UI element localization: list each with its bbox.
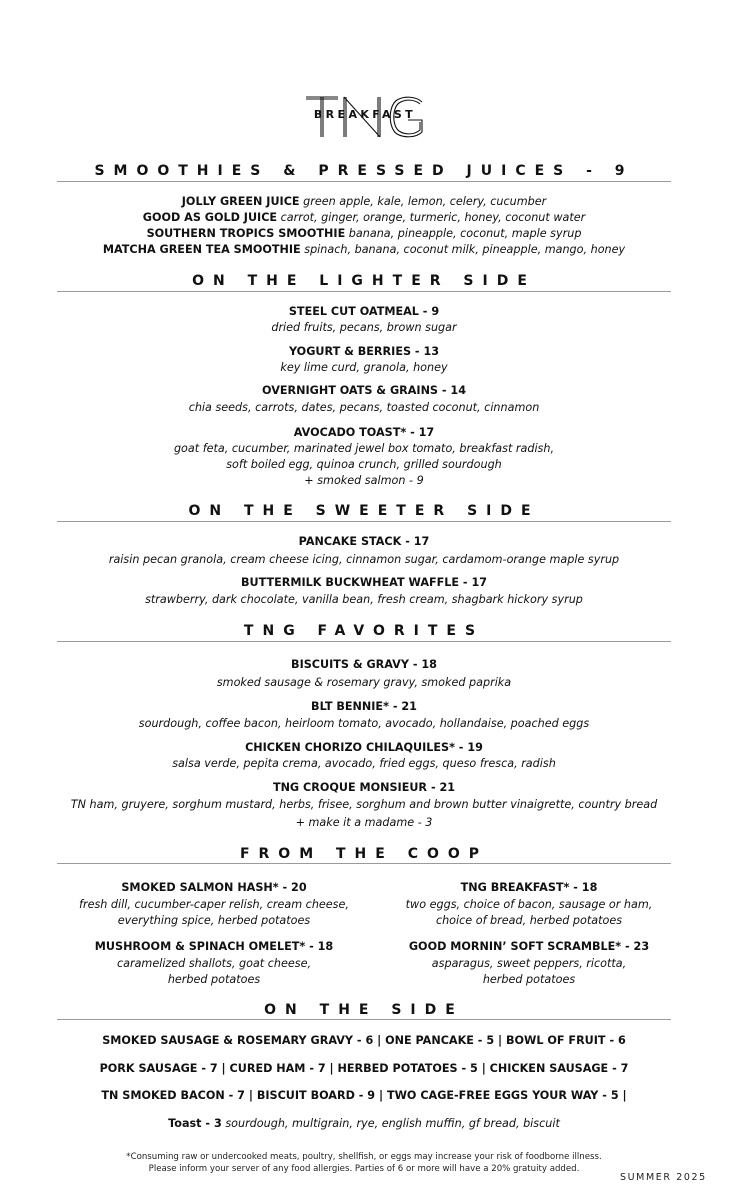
item-description: herbed potatoes — [482, 973, 576, 986]
menu-item-jolly-green — [57, 194, 671, 210]
coop-item-tng-breakfast — [379, 880, 679, 929]
item-description-avocado-toast-2: soft boiled egg, quinoa crunch, grilled sourdough — [226, 458, 502, 471]
footer-disclaimer-1: *Consuming raw or undercooked meats, poultry, shellfish, or eggs may increase your risk of foodborne illness. — [126, 1152, 602, 1162]
item-description: banana, pineapple, coconut, maple syrup — [348, 227, 582, 240]
item-description: green apple, kale, lemon, celery, cucumber — [303, 195, 547, 208]
item-name-avocado-toast: AVOCADO TOAST* - 17 — [293, 426, 435, 439]
item-description-oatmeal: dried fruits, pecans, brown sugar — [271, 321, 457, 334]
item-name-biscuits-gravy: BISCUITS & GRAVY - 18 — [291, 658, 437, 671]
item-name: GOOD MORNIN’ SOFT SCRAMBLE* - 23 — [408, 940, 650, 953]
section-title-smoothies: SMOOTHIES & PRESSED JUICES - 9 — [94, 163, 634, 179]
item-name-chilaquiles: CHICKEN CHORIZO CHILAQUILES* - 19 — [245, 741, 483, 754]
section-divider — [57, 521, 671, 522]
item-description-croque-monsieur: TN ham, gruyere, sorghum mustard, herbs, frisee, sorghum and brown butter vinaigrette, country bread — [70, 798, 658, 811]
item-description: choice of bread, herbed potatoes — [435, 914, 623, 927]
section-divider — [57, 1019, 671, 1020]
coop-item-omelet — [64, 939, 364, 988]
item-description: two eggs, choice of bacon, sausage or ham, — [405, 898, 653, 911]
item-description: everything spice, herbed potatoes — [117, 914, 311, 927]
item-description: caramelized shallots, goat cheese, — [116, 957, 312, 970]
footer-disclaimer-2: Please inform your server of any food allergies. Parties of 6 or more will have a 20% gratuity added. — [148, 1164, 580, 1174]
item-description-avocado-toast: goat feta, cucumber, marinated jewel box tomato, breakfast radish, — [173, 442, 555, 455]
section-title-favorites: TNG FAVORITES — [243, 623, 485, 639]
section-divider — [57, 641, 671, 642]
section-divider — [57, 863, 671, 864]
menu-item-good-as-gold — [57, 210, 671, 226]
item-description: spinach, banana, coconut milk, pineapple, mango, honey — [304, 243, 626, 256]
item-description-chilaquiles: salsa verde, pepita crema, avocado, fried eggs, queso fresca, radish — [172, 757, 556, 770]
item-addon-smoked-salmon: + smoked salmon - 9 — [304, 474, 424, 487]
tng-breakfast-logo — [300, 94, 430, 138]
logo-wordmark: BREAKFAST — [313, 108, 417, 121]
item-description: sourdough, multigrain, rye, english muffin, gf bread, biscuit — [225, 1117, 560, 1130]
coop-item-salmon-hash — [64, 880, 364, 929]
item-name: SOUTHERN TROPICS SMOOTHIE — [146, 227, 346, 240]
section-title-lighter: ON THE LIGHTER SIDE — [192, 273, 536, 289]
item-name-croque-monsieur: TNG CROQUE MONSIEUR - 21 — [272, 781, 456, 794]
item-addon-madame: + make it a madame - 3 — [295, 816, 433, 829]
section-divider — [57, 291, 671, 292]
item-name-waffle: BUTTERMILK BUCKWHEAT WAFFLE - 17 — [240, 576, 488, 589]
item-name: MUSHROOM & SPINACH OMELET* - 18 — [94, 940, 334, 953]
menu-item-southern-tropics — [57, 226, 671, 242]
item-name: MATCHA GREEN TEA SMOOTHIE — [102, 243, 301, 256]
side-items-line-3: TN SMOKED BACON - 7 | BISCUIT BOARD - 9 | TWO CAGE-FREE EGGS YOUR WAY - 5 | — [101, 1089, 627, 1102]
item-name-pancake-stack: PANCAKE STACK - 17 — [298, 535, 430, 548]
item-name: SMOKED SALMON HASH* - 20 — [121, 881, 307, 894]
item-name: JOLLY GREEN JUICE — [181, 195, 300, 208]
side-items-line-2: PORK SAUSAGE - 7 | CURED HAM - 7 | HERBED POTATOES - 5 | CHICKEN SAUSAGE - 7 — [99, 1062, 629, 1075]
section-divider — [57, 181, 671, 182]
section-title-coop: FROM THE COOP — [239, 846, 489, 862]
menu-item-matcha — [57, 242, 671, 258]
item-description: carrot, ginger, orange, turmeric, honey, coconut water — [280, 211, 586, 224]
section-title-sweeter: ON THE SWEETER SIDE — [188, 503, 540, 519]
item-name: GOOD AS GOLD JUICE — [142, 211, 278, 224]
item-name: TNG BREAKFAST* - 18 — [460, 881, 598, 894]
item-name-overnight-oats: OVERNIGHT OATS & GRAINS - 14 — [262, 384, 466, 397]
section-title-side: ON THE SIDE — [264, 1002, 464, 1018]
item-name-yogurt: YOGURT & BERRIES - 13 — [288, 345, 440, 358]
item-description: fresh dill, cucumber-caper relish, cream cheese, — [79, 898, 349, 911]
item-description-blt-bennie: sourdough, coffee bacon, heirloom tomato, avocado, hollandaise, poached eggs — [138, 717, 590, 730]
item-description-yogurt: key lime curd, granola, honey — [280, 361, 448, 374]
side-items-line-1: SMOKED SAUSAGE & ROSEMARY GRAVY - 6 | ONE PANCAKE - 5 | BOWL OF FRUIT - 6 — [102, 1034, 626, 1047]
item-description-overnight-oats: chia seeds, carrots, dates, pecans, toasted coconut, cinnamon — [188, 401, 540, 414]
item-description: herbed potatoes — [167, 973, 261, 986]
item-name-oatmeal: STEEL CUT OATMEAL - 9 — [288, 305, 440, 318]
item-description-pancake-stack: raisin pecan granola, cream cheese icing, cinnamon sugar, cardamom-orange maple syrup — [108, 553, 620, 566]
item-name-blt-bennie: BLT BENNIE* - 21 — [311, 700, 417, 713]
item-description-biscuits-gravy: smoked sausage & rosemary gravy, smoked paprika — [216, 676, 512, 689]
item-description-waffle: strawberry, dark chocolate, vanilla bean, fresh cream, shagbark hickory syrup — [145, 593, 583, 606]
item-name: Toast - 3 — [168, 1117, 222, 1130]
item-description: asparagus, sweet peppers, ricotta, — [431, 957, 627, 970]
side-item-toast — [57, 1116, 671, 1132]
coop-item-soft-scramble — [379, 939, 679, 988]
season-label: SUMMER 2025 — [620, 1172, 707, 1183]
